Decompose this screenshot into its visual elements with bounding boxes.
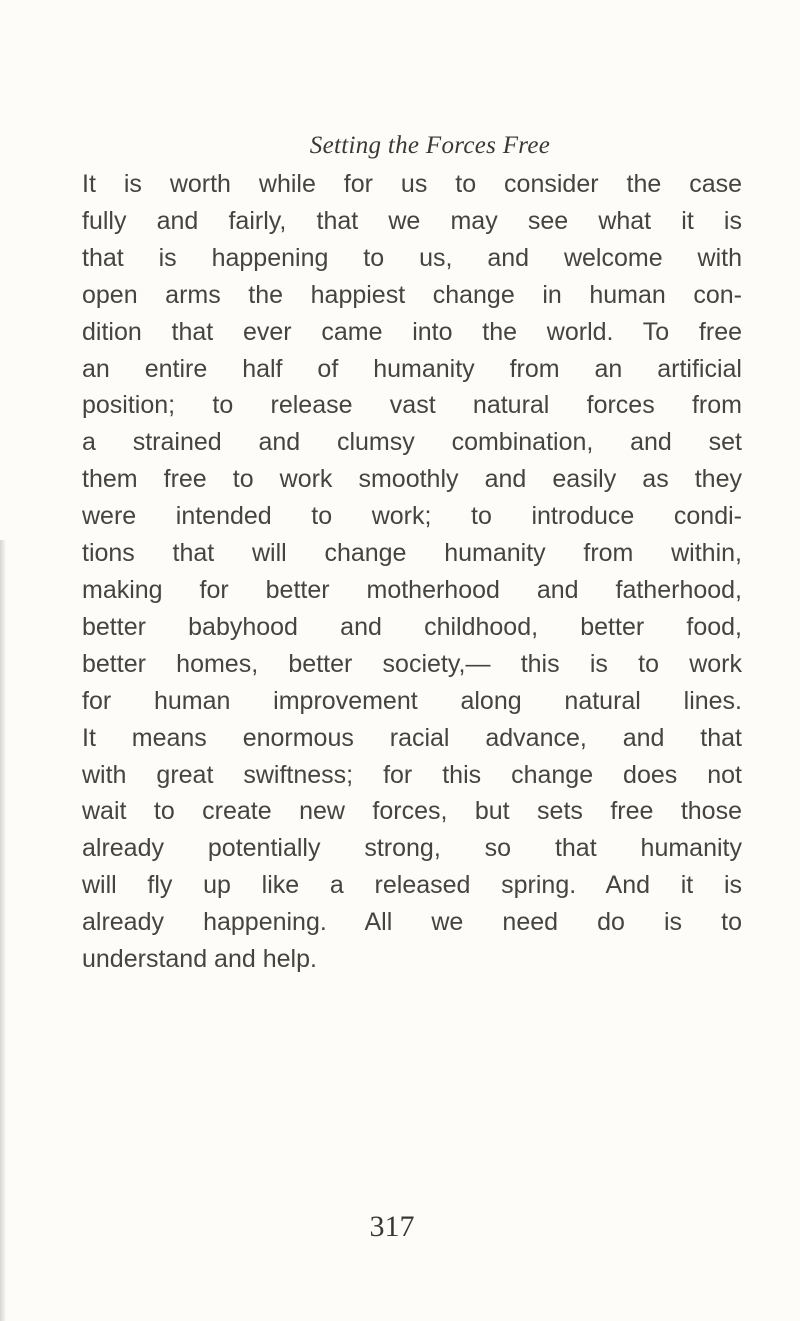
text-line: with great swiftness; for this change does not xyxy=(82,760,742,789)
page-number: 317 xyxy=(369,1210,415,1243)
text-line: position; to release vast natural forces from xyxy=(82,391,742,420)
text-line: It is worth while for us to consider the case xyxy=(82,170,742,198)
text-line: understand and help. xyxy=(82,945,317,974)
text-line: for human improvement along natural lines. xyxy=(82,686,742,715)
text-line: that is happening to us, and welcome with xyxy=(82,243,742,272)
text-line: open arms the happiest change in human con- xyxy=(82,280,742,309)
page-spine-shadow xyxy=(0,540,6,1321)
text-line: better babyhood and childhood, better food, xyxy=(82,612,742,641)
text-line: them free to work smoothly and easily as they xyxy=(82,465,742,494)
book-page xyxy=(82,132,742,978)
text-line: better homes, better society,— this is to work xyxy=(82,649,742,678)
text-line: an entire half of humanity from an artificial xyxy=(82,354,742,383)
text-line: wait to create new forces, but sets free those xyxy=(82,797,742,826)
running-head: Setting the Forces Free xyxy=(309,132,551,159)
text-line: making for better motherhood and fatherhood, xyxy=(82,575,742,604)
text-line: fully and fairly, that we may see what it is xyxy=(82,206,742,235)
text-line: It means enormous racial advance, and that xyxy=(82,723,742,752)
text-line: already potentially strong, so that humanity xyxy=(82,834,742,863)
body-paragraph xyxy=(82,166,742,978)
text-line: a strained and clumsy combination, and set xyxy=(82,428,742,457)
text-line: were intended to work; to introduce condi- xyxy=(82,502,742,531)
text-line: dition that ever came into the world. To free xyxy=(82,317,742,346)
text-line: already happening. All we need do is to xyxy=(82,908,742,937)
text-line: will fly up like a released spring. And it is xyxy=(82,871,742,900)
text-line: tions that will change humanity from within, xyxy=(82,539,742,568)
